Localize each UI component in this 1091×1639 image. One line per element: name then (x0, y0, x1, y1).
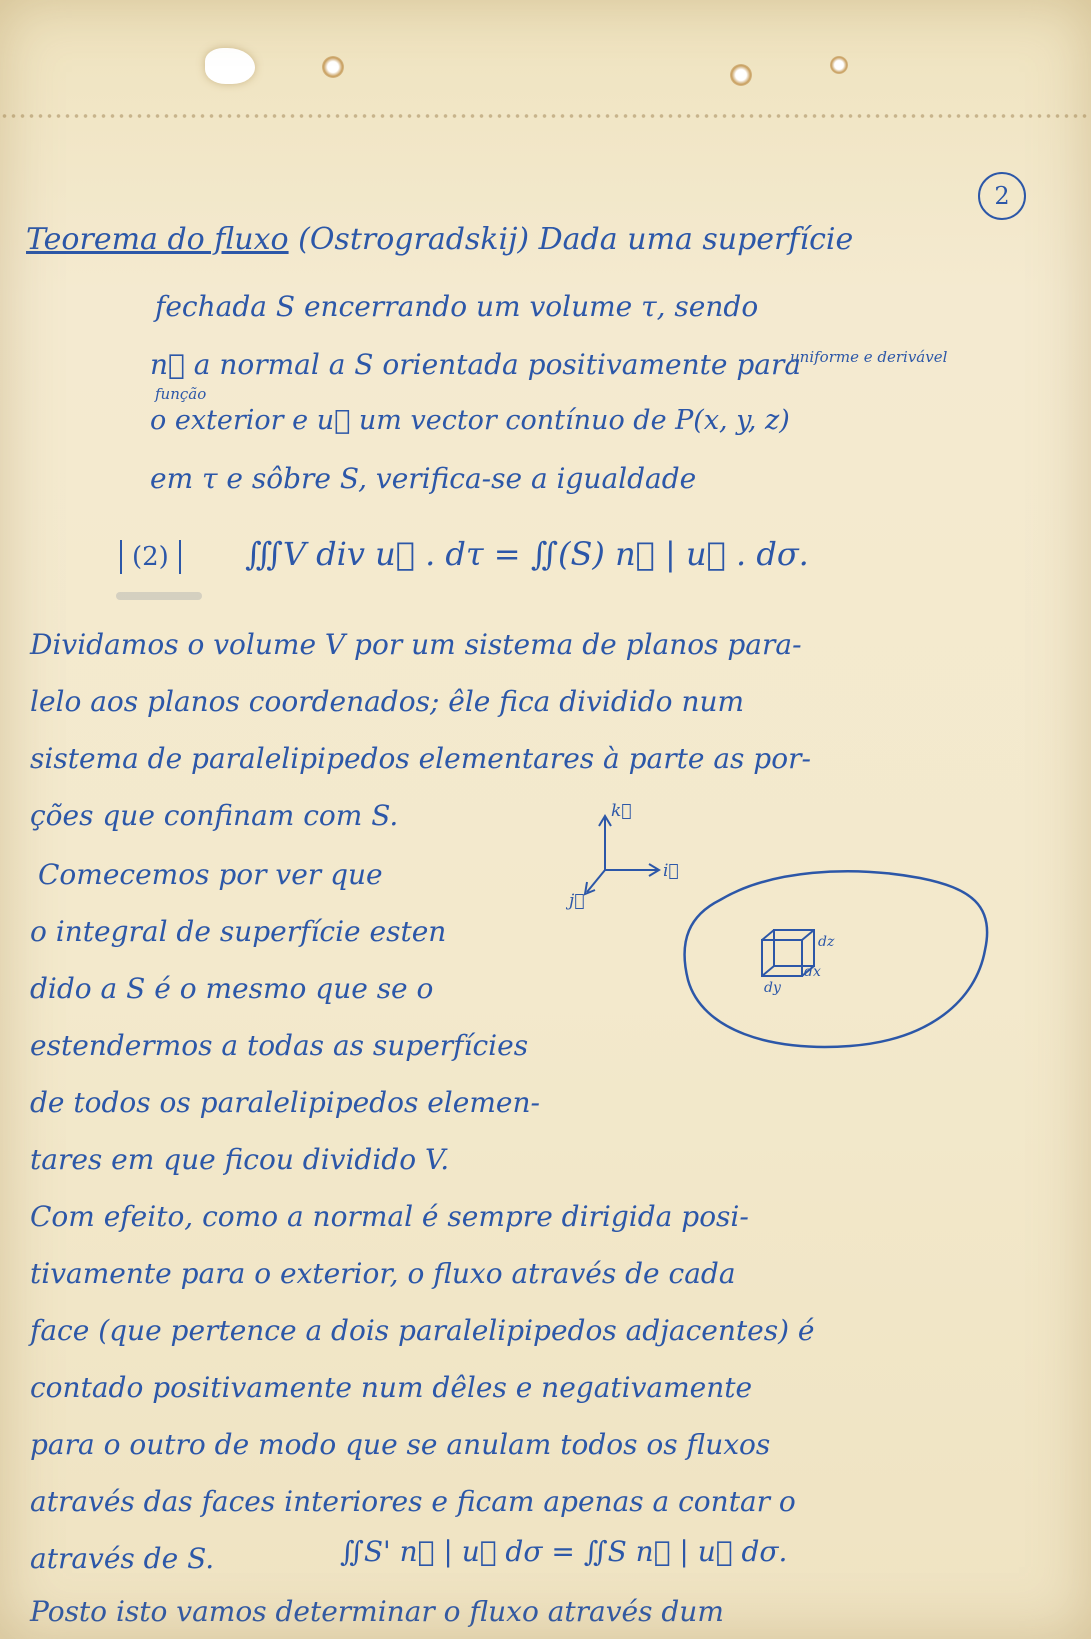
paragraph3-line: de todos os paralelipipedos elemen- (30, 1086, 540, 1119)
j-axis (587, 870, 605, 892)
closing-line: Posto isto vamos determinar o fluxo através dum (30, 1595, 724, 1628)
punch-hole (830, 56, 848, 74)
paragraph2-line: sistema de paralelipipedos elementares à parte as por- (30, 742, 811, 775)
paragraph3-line: Comecemos por ver que (38, 858, 383, 891)
label-dz: dz (818, 934, 835, 950)
flux-equation: ∬S' n⃗ | u⃗ dσ = ∬S n⃗ | u⃗ dσ. (340, 1535, 788, 1568)
annotation-uniform: uniforme e derivável (790, 348, 948, 366)
annotation-function: função (155, 385, 207, 403)
heading-line (26, 222, 853, 257)
perforation-line (0, 112, 1091, 120)
paragraph3-line: estendermos a todas as superfícies (30, 1029, 529, 1062)
axis-label-j: j⃗ (569, 891, 585, 910)
paragraph2-line: ções que confinam com S. (30, 799, 399, 832)
axis-label-i: i⃗ (663, 861, 679, 881)
torn-corner (205, 48, 255, 84)
paragraph3-line: tares em que ficou dividido V. (30, 1143, 450, 1176)
paragraph2-line: lelo aos planos coordenados; êle fica dividido num (30, 685, 745, 718)
label-dy: dy (764, 980, 781, 996)
paragraph1-line: n⃗ a normal a S orientada positivamente para (150, 348, 802, 381)
surface-outline (685, 871, 988, 1047)
coordinate-axes-sketch (565, 800, 695, 910)
equation-number: (2) (120, 540, 181, 574)
paragraph4-line: através de S. (30, 1542, 215, 1575)
axis-label-k: k⃗ (611, 801, 632, 821)
paragraph4-line: para o outro de modo que se anulam todos os fluxos (30, 1428, 771, 1461)
pencil-mark (116, 592, 202, 600)
punch-hole (322, 56, 344, 78)
theorem-title: Teorema do fluxo (26, 222, 289, 257)
volume-region-sketch (680, 860, 1000, 1060)
theorem-subtitle: (Ostrogradskij) Dada uma superfície (298, 222, 854, 257)
page-number: 2 (978, 172, 1026, 220)
paragraph4-line: tivamente para o exterior, o fluxo através de cada (30, 1257, 736, 1290)
paragraph4-line: contado positivamente num dêles e negativamente (30, 1371, 753, 1404)
paragraph1-line: o exterior e u⃗ um vector contínuo de P(x, y, z) (150, 405, 790, 436)
paragraph3-line: dido a S é o mesmo que se o (30, 972, 434, 1005)
paragraph4-line: Com efeito, como a normal é sempre dirigida posi- (30, 1200, 749, 1233)
punch-hole (730, 64, 752, 86)
paragraph3-line: o integral de superfície esten (30, 915, 447, 948)
label-dx: dx (804, 964, 821, 980)
paragraph1-line: em τ e sôbre S, verifica-se a igualdade (150, 462, 697, 495)
paragraph1-line: fechada S encerrando um volume τ, sendo (155, 290, 759, 323)
paragraph2-line: Dividamos o volume V por um sistema de planos para- (30, 628, 802, 661)
paragraph4-line: através das faces interiores e ficam apenas a contar o (30, 1485, 796, 1518)
paragraph4-line: face (que pertence a dois paralelipipedos adjacentes) é (30, 1314, 815, 1347)
divergence-equation: ∭V div u⃗ . dτ = ∬(S) n⃗ | u⃗ . dσ. (245, 535, 809, 573)
